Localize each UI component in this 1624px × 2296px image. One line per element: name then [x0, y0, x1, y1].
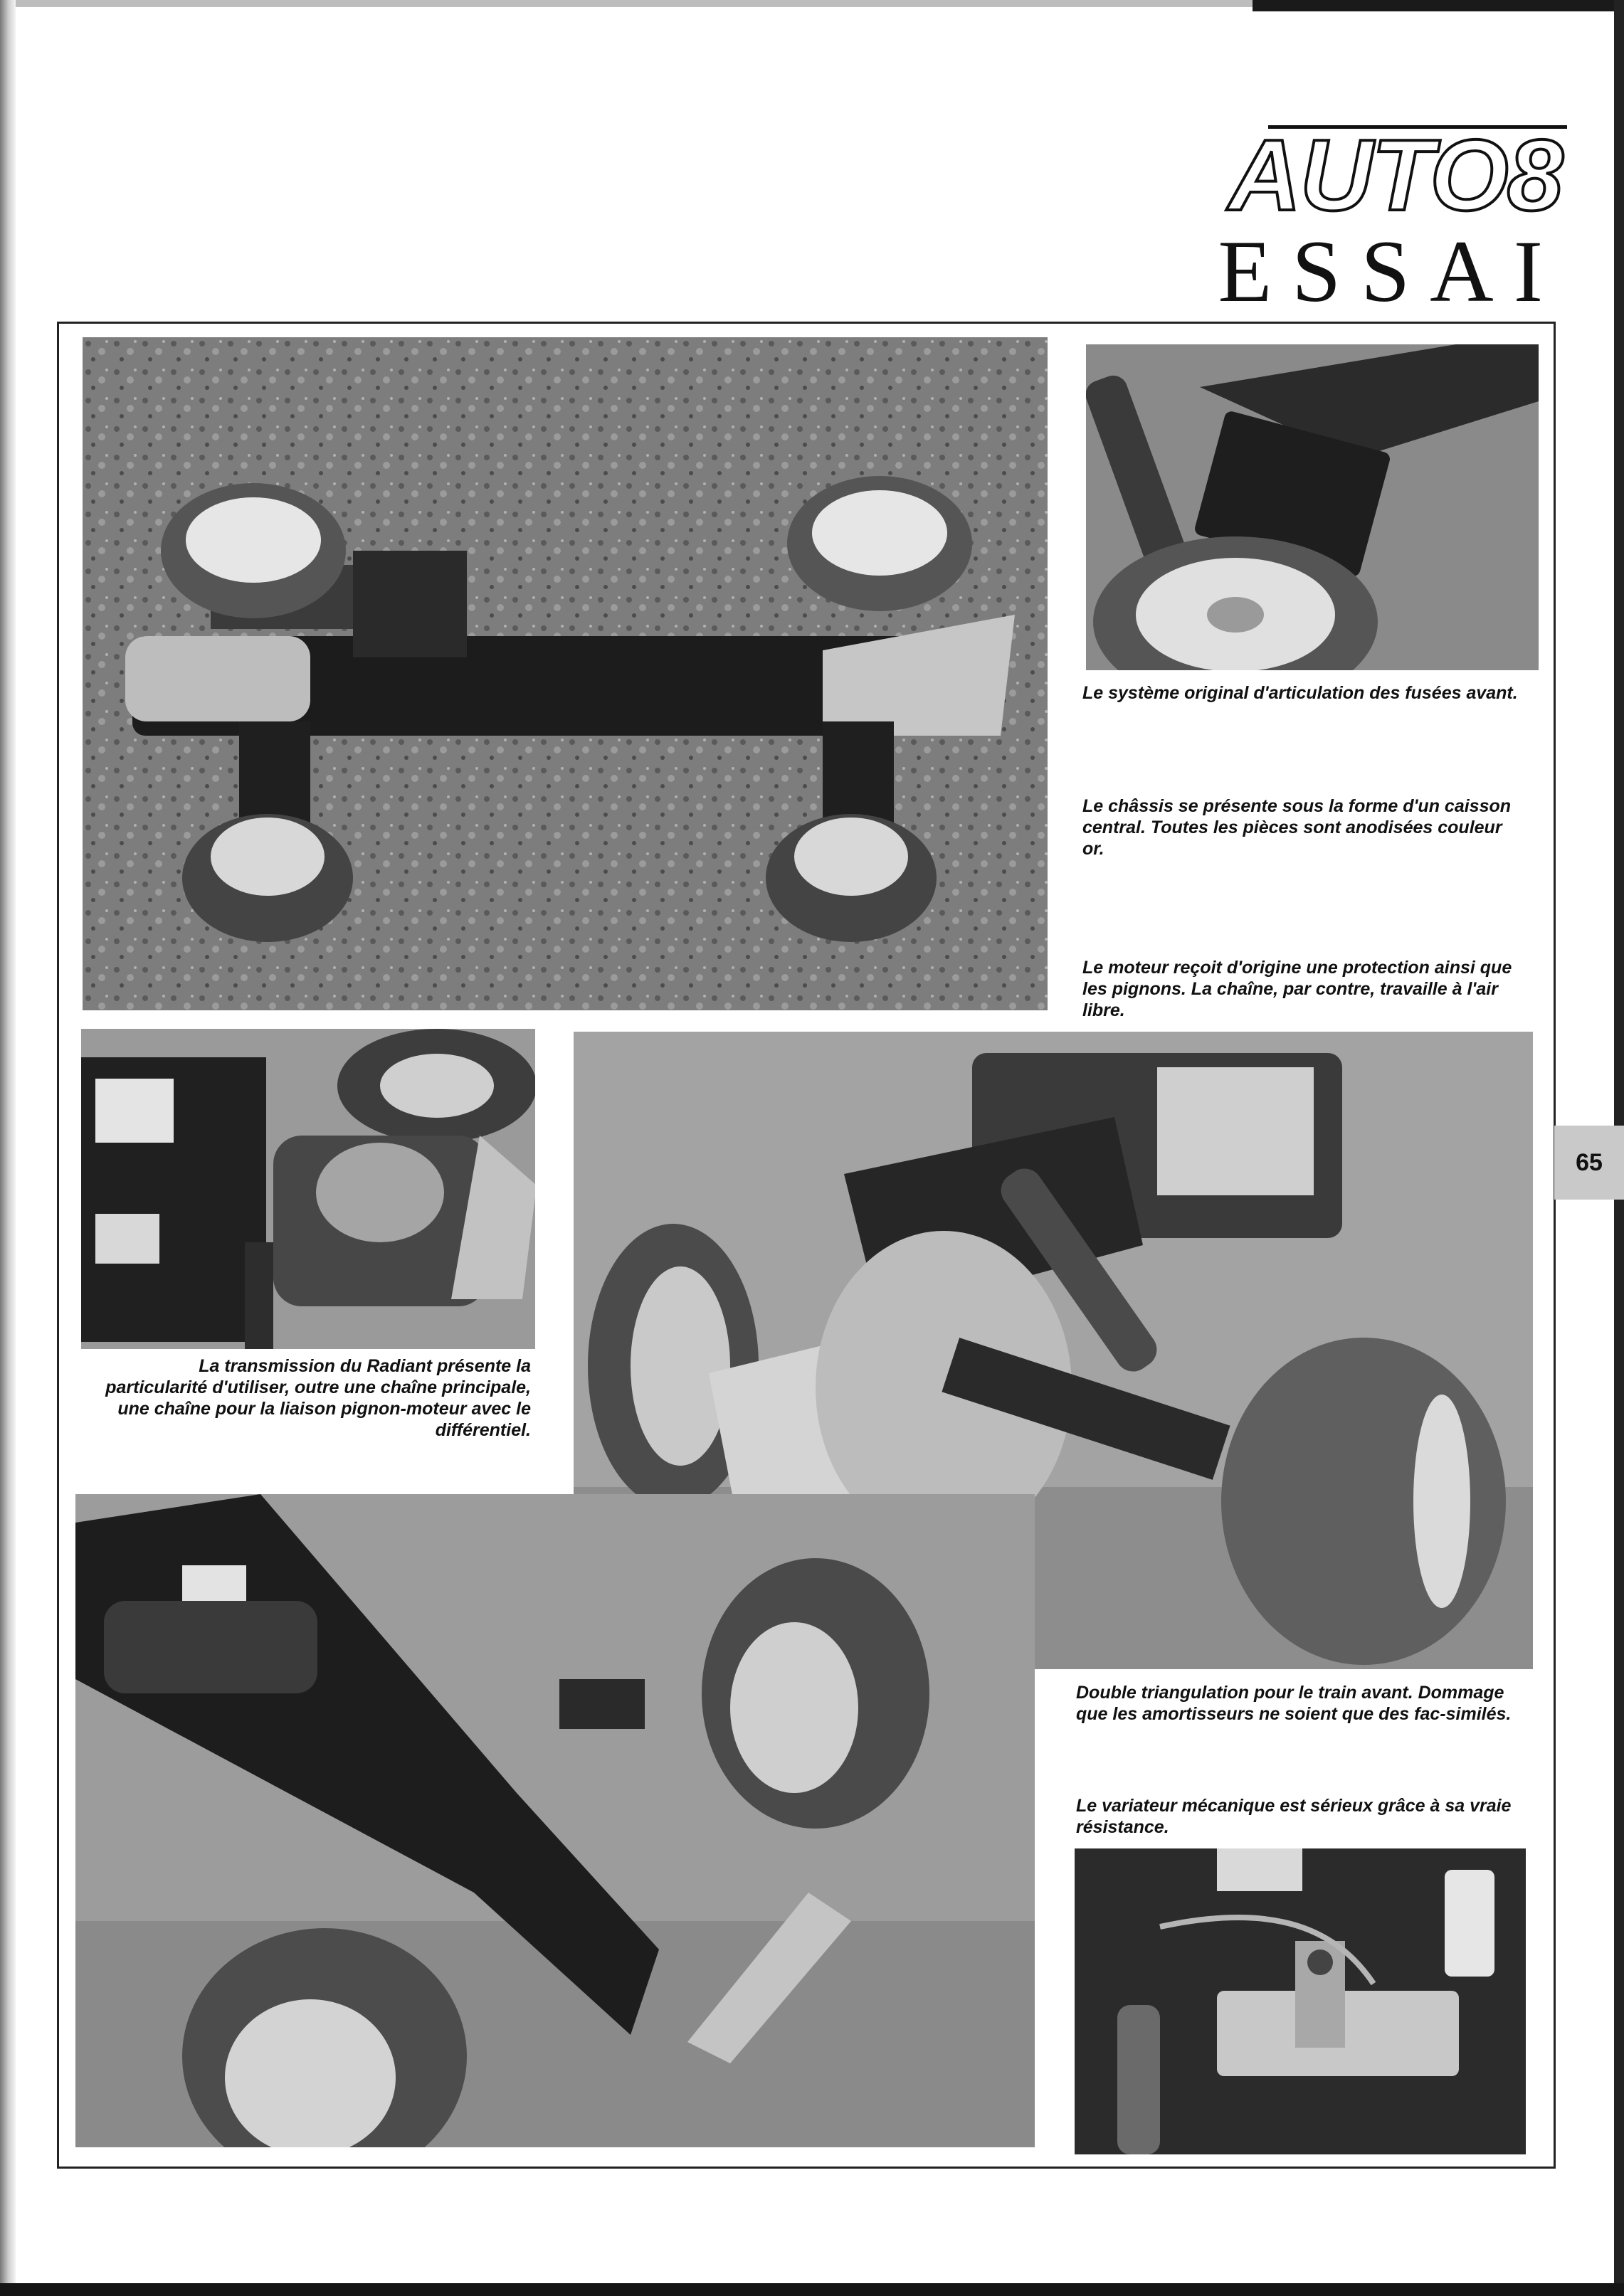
photo-front-knuckle	[1086, 344, 1539, 670]
section-title: ESSAI	[1218, 223, 1563, 320]
caption-chassis: Le châssis se présente sous la forme d'un caisson central. Toutes les pièces sont anodisées couleur or.	[1082, 796, 1512, 859]
magazine-logo	[1218, 119, 1567, 232]
photo-chassis-overview	[83, 337, 1048, 1010]
scan-top-edge	[0, 0, 1253, 7]
caption-transmission: La transmission du Radiant présente la particularité d'utiliser, outre une chaîne principale, une chaîne pour la liaison pignon-moteur avec le différentiel.	[105, 1356, 531, 1440]
photo-chassis-angle	[75, 1494, 1035, 2147]
scan-top-dark-edge	[1253, 0, 1624, 11]
scan-gutter-shadow	[0, 0, 16, 2296]
caption-variateur: Le variateur mécanique est sérieux grâce à sa vraie résistance.	[1076, 1796, 1512, 1837]
caption-moteur: Le moteur reçoit d'origine une protection ainsi que les pignons. La chaîne, par contre, travaille à l'air libre.	[1082, 958, 1512, 1020]
scan-bottom-edge	[0, 2283, 1624, 2296]
caption-fusees: Le système original d'articulation des fusées avant.	[1082, 683, 1518, 703]
page-number: 65	[1576, 1148, 1603, 1176]
caption-triangulation: Double triangulation pour le train avant. Dommage que les amortisseurs ne soient que des fac-similés.	[1076, 1683, 1512, 1724]
logo-text: AUTO8	[1228, 119, 1562, 232]
photo-speed-controller	[1075, 1848, 1526, 2154]
page-number-tab	[1554, 1126, 1624, 1200]
photo-transmission	[81, 1029, 535, 1349]
